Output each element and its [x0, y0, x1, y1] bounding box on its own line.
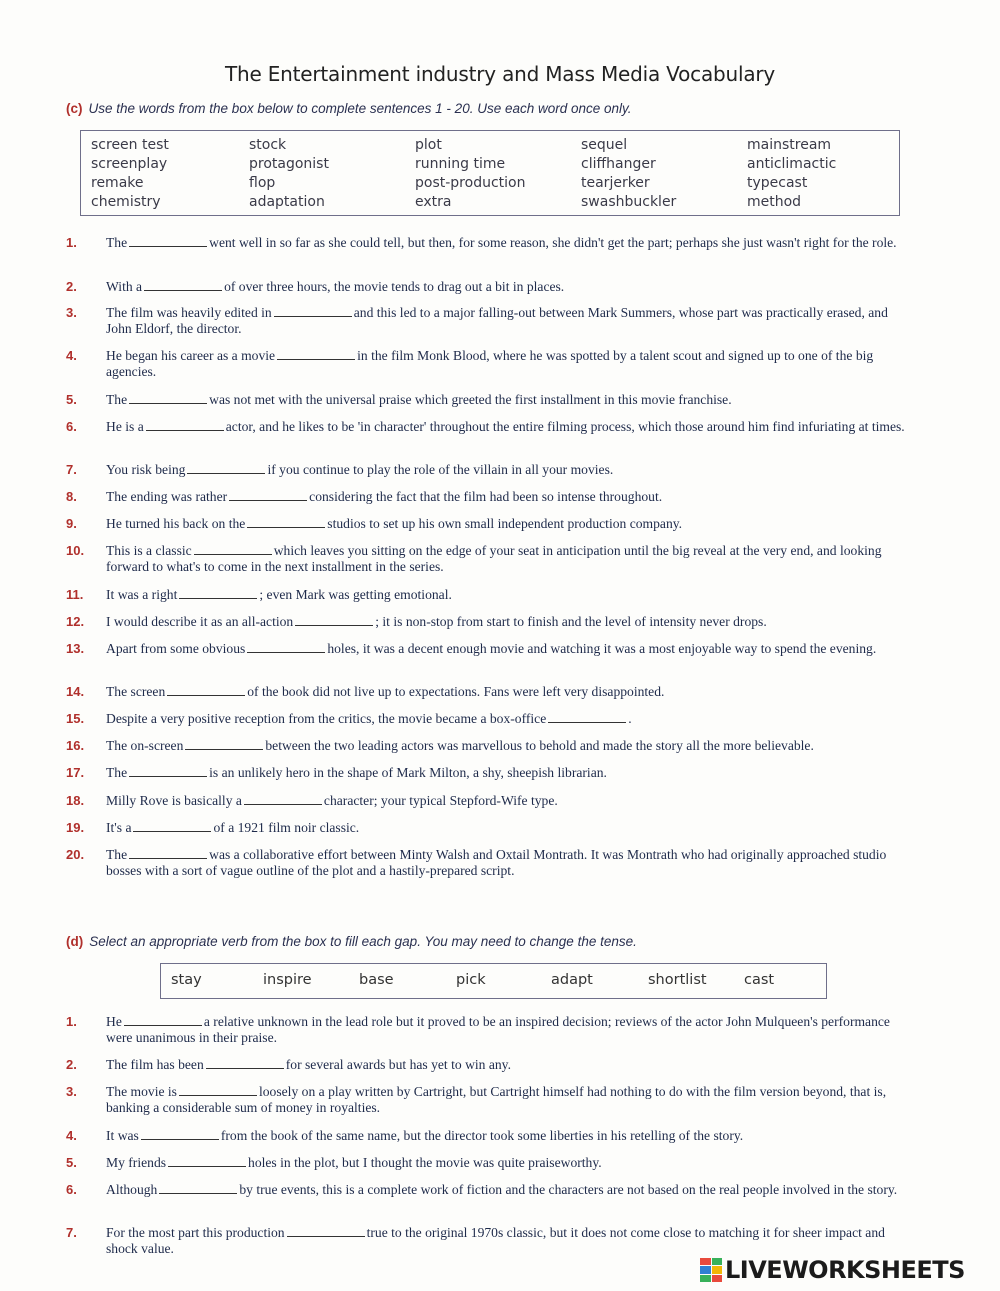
item-number: 18. — [66, 793, 85, 808]
section-d-label: (d) — [66, 934, 84, 949]
verb-box-item: adapt — [551, 972, 593, 988]
sentence-end: loosely on a play written by Cartright, but Cartright himself had nothing to do with the film version beyond, that is, banking a considerable sum of money in royalties. — [106, 1084, 887, 1115]
item-sentence — [106, 543, 914, 574]
item-sentence — [106, 462, 914, 478]
sentence-end: holes in the plot, but I thought the movie was quite praiseworthy. — [248, 1155, 602, 1170]
sentence-start: My friends — [106, 1155, 167, 1170]
item-number: 7. — [66, 1225, 77, 1240]
word-box-item: chemistry — [91, 194, 161, 210]
word-box-item: running time — [415, 156, 506, 172]
word-box-item: stock — [249, 137, 287, 153]
word-box-item: screenplay — [91, 156, 168, 172]
word-box-item: post-production — [415, 175, 526, 191]
item-number: 5. — [66, 392, 77, 407]
answer-blank[interactable] — [129, 765, 207, 777]
sentence-start: The screen — [106, 684, 166, 699]
answer-blank[interactable] — [194, 543, 272, 555]
item-number: 12. — [66, 614, 85, 629]
item-sentence — [106, 1014, 914, 1045]
sentence-end: for several awards but has yet to win any. — [285, 1057, 511, 1072]
sentence-start: The film has been — [106, 1057, 204, 1072]
item-sentence — [106, 738, 914, 754]
item-number: 4. — [66, 1128, 77, 1143]
answer-blank[interactable] — [159, 1182, 237, 1194]
item-number: 4. — [66, 348, 77, 363]
item-number: 2. — [66, 1057, 77, 1072]
word-box-item: remake — [91, 175, 144, 191]
item-sentence — [106, 1057, 914, 1073]
sentence-start: The — [106, 392, 128, 407]
word-box-item: protagonist — [249, 156, 329, 172]
word-box-item: screen test — [91, 137, 169, 153]
sentence-end: if you continue to play the role of the villain in all your movies. — [267, 462, 614, 477]
sentence-end: true to the original 1970s classic, but it does not come close to matching it for sheer impact and shock value. — [106, 1225, 885, 1256]
sentence-start: He began his career as a movie — [106, 348, 276, 363]
sentence-start: He is a — [106, 419, 144, 434]
item-number: 7. — [66, 462, 77, 477]
sentence-end: actor, and he likes to be 'in character' throughout the entire filming process, which those around him find infuriating at times. — [225, 419, 905, 434]
verb-box-item: cast — [744, 972, 775, 988]
sentence-end: from the book of the same name, but the director took some liberties in his retelling of the story. — [220, 1128, 744, 1143]
verb-box-item: shortlist — [648, 972, 707, 988]
sentence-end: in the film Monk Blood, where he was spotted by a talent scout and signed up to one of the big agencies. — [106, 348, 874, 379]
word-box-item: mainstream — [747, 137, 832, 153]
sentence-end: studios to set up his own small independent production company. — [327, 516, 683, 531]
item-sentence — [106, 847, 914, 878]
word-box-item: tearjerker — [581, 175, 650, 191]
answer-blank[interactable] — [277, 348, 355, 360]
word-box — [80, 130, 900, 216]
item-number: 11. — [66, 587, 84, 602]
sentence-start: Apart from some obvious — [106, 641, 246, 656]
item-number: 17. — [66, 765, 85, 780]
sentence-end: of the book did not live up to expectations. Fans were left very disappointed. — [247, 684, 665, 699]
answer-blank[interactable] — [187, 462, 265, 474]
item-number: 3. — [66, 1084, 77, 1099]
word-box-item: flop — [249, 175, 276, 191]
sentence-end: character; your typical Stepford-Wife type. — [323, 793, 558, 808]
sentence-start: The — [106, 765, 128, 780]
answer-blank[interactable] — [179, 587, 257, 599]
answer-blank[interactable] — [129, 847, 207, 859]
sentence-end: was not met with the universal praise which greeted the first installment in this movie franchise. — [209, 392, 732, 407]
sentence-start: Although — [106, 1182, 158, 1197]
item-sentence — [106, 419, 914, 435]
item-number: 20. — [66, 847, 85, 862]
item-sentence — [106, 587, 914, 603]
sentence-start: You risk being — [106, 462, 186, 477]
item-number: 13. — [66, 641, 85, 656]
sentence-start: The — [106, 847, 128, 862]
item-number: 6. — [66, 419, 77, 434]
sentence-end: of a 1921 film noir classic. — [213, 820, 360, 835]
item-sentence — [106, 392, 914, 408]
item-sentence — [106, 516, 914, 532]
sentence-start: It was a right — [106, 587, 178, 602]
sentence-start: The ending was rather — [106, 489, 228, 504]
section-c-instruction — [66, 101, 632, 116]
sentence-end: a relative unknown in the lead role but it proved to be an inspired decision; reviews of the actor John Mulqueen's performance were unanimous in their praise. — [106, 1014, 890, 1045]
item-number: 10. — [66, 543, 85, 558]
sentence-end: between the two leading actors was marvellous to behold and made the story all the more believable. — [265, 738, 814, 753]
word-box-item: plot — [415, 137, 442, 153]
sentence-start: For the most part this production — [106, 1225, 285, 1240]
answer-blank[interactable] — [247, 641, 325, 653]
sentence-start: With a — [106, 279, 143, 294]
item-number: 3. — [66, 305, 77, 320]
item-number: 14. — [66, 684, 85, 699]
word-box-item: typecast — [747, 175, 808, 191]
item-number: 1. — [66, 235, 77, 250]
verb-box-item: base — [359, 972, 394, 988]
item-number: 6. — [66, 1182, 77, 1197]
answer-blank[interactable] — [168, 1155, 246, 1167]
item-sentence — [106, 711, 914, 727]
item-sentence — [106, 489, 914, 505]
answer-blank[interactable] — [206, 1057, 284, 1069]
page-title: The Entertainment industry and Mass Media Vocabulary — [224, 62, 776, 86]
sentence-start: He turned his back on the — [106, 516, 246, 531]
item-sentence — [106, 279, 914, 295]
sentence-end: was a collaborative effort between Minty Walsh and Oxtail Montrath. It was Montrath who had originally approached studio bosses with a sort of vague outline of the plot and a hastily-prepared script. — [106, 847, 887, 878]
item-sentence — [106, 793, 914, 809]
item-sentence — [106, 235, 914, 251]
sentence-end: holes, it was a decent enough movie and watching it was a most enjoyable way to spend the evening. — [327, 641, 877, 656]
answer-blank[interactable] — [548, 711, 626, 723]
sentence-start: It was — [106, 1128, 139, 1143]
sentence-start: The on-screen — [106, 738, 184, 753]
word-box-item: sequel — [581, 137, 628, 153]
sentence-end: ; it is non-stop from start to finish and the level of intensity never drops. — [375, 614, 767, 629]
section-d-instruction — [66, 934, 637, 949]
answer-blank[interactable] — [146, 419, 224, 431]
sentence-start: I would describe it as an all-action — [106, 614, 294, 629]
answer-blank[interactable] — [287, 1225, 365, 1237]
section-c-instruction-text: Use the words from the box below to complete sentences 1 - 20. Use each word once only. — [88, 101, 632, 116]
answer-blank[interactable] — [185, 738, 263, 750]
answer-blank[interactable] — [124, 1014, 202, 1026]
liveworksheets-brand: LIVEWORKSHEETS — [725, 1256, 965, 1284]
word-box-item: extra — [415, 194, 452, 210]
answer-blank[interactable] — [167, 684, 245, 696]
answer-blank[interactable] — [295, 614, 373, 626]
section-d-instruction-text: Select an appropriate verb from the box to fill each gap. You may need to change the tense. — [89, 934, 637, 949]
verb-box-item: pick — [456, 972, 486, 988]
item-sentence — [106, 1084, 914, 1115]
sentence-end: went well in so far as she could tell, but then, for some reason, she didn't get the part; perhaps she just wasn't right for the role. — [209, 235, 897, 250]
word-box-item: anticlimactic — [747, 156, 837, 172]
word-box-item: cliffhanger — [581, 156, 656, 172]
item-number: 19. — [66, 820, 85, 835]
sentence-start: This is a classic — [106, 543, 192, 558]
verb-box-item: stay — [171, 972, 202, 988]
sentence-end: . — [628, 711, 632, 726]
answer-blank[interactable] — [247, 516, 325, 528]
item-sentence — [106, 305, 914, 336]
item-number: 8. — [66, 489, 77, 504]
liveworksheets-logo — [700, 1255, 965, 1285]
sentence-end: by true events, this is a complete work of fiction and the characters are not based on the real people involved in the story. — [239, 1182, 898, 1197]
item-sentence — [106, 348, 914, 379]
item-sentence — [106, 820, 914, 836]
answer-blank[interactable] — [129, 392, 207, 404]
answer-blank[interactable] — [244, 793, 322, 805]
sentence-end: which leaves you sitting on the edge of your seat in anticipation until the big reveal at the very end, and looking forward to what's to come in the next installment in the series. — [106, 543, 882, 574]
item-number: 15. — [66, 711, 85, 726]
answer-blank[interactable] — [274, 305, 352, 317]
item-number: 2. — [66, 279, 77, 294]
item-sentence — [106, 614, 914, 630]
item-sentence — [106, 1155, 914, 1171]
word-box-item: adaptation — [249, 194, 325, 210]
sentence-start: He — [106, 1014, 122, 1029]
sentence-start: Milly Rove is basically a — [106, 793, 242, 808]
item-number: 16. — [66, 738, 85, 753]
word-box-item: method — [747, 194, 802, 210]
answer-blank[interactable] — [129, 235, 207, 247]
item-number: 5. — [66, 1155, 77, 1170]
sentence-end: of over three hours, the movie tends to drag out a bit in places. — [224, 279, 565, 294]
verb-box — [160, 963, 827, 999]
sentence-start: The movie is — [106, 1084, 177, 1099]
sentence-start: The — [106, 235, 128, 250]
item-sentence — [106, 765, 914, 781]
verb-box-item: inspire — [263, 972, 312, 988]
word-box-item: swashbuckler — [581, 194, 677, 210]
item-number: 9. — [66, 516, 77, 531]
answer-blank[interactable] — [141, 1128, 219, 1140]
sentence-end: considering the fact that the film had been so intense throughout. — [309, 489, 663, 504]
item-sentence — [106, 1128, 914, 1144]
sentence-start: It's a — [106, 820, 132, 835]
liveworksheets-mark-icon — [700, 1258, 722, 1282]
sentence-end: and this led to a major falling-out between Mark Summers, whose part was practically erased, and John Eldorf, the director. — [106, 305, 888, 336]
answer-blank[interactable] — [144, 279, 222, 291]
sentence-end: ; even Mark was getting emotional. — [259, 587, 452, 602]
answer-blank[interactable] — [179, 1084, 257, 1096]
item-sentence — [106, 1225, 914, 1256]
answer-blank[interactable] — [229, 489, 307, 501]
item-number: 1. — [66, 1014, 77, 1029]
sentence-start: Despite a very positive reception from the critics, the movie became a box-office — [106, 711, 547, 726]
item-sentence — [106, 684, 914, 700]
sentence-start: The film was heavily edited in — [106, 305, 272, 320]
item-sentence — [106, 1182, 914, 1198]
answer-blank[interactable] — [133, 820, 211, 832]
section-c-label: (c) — [66, 101, 83, 116]
sentence-end: is an unlikely hero in the shape of Mark Milton, a shy, sheepish librarian. — [209, 765, 607, 780]
item-sentence — [106, 641, 914, 657]
